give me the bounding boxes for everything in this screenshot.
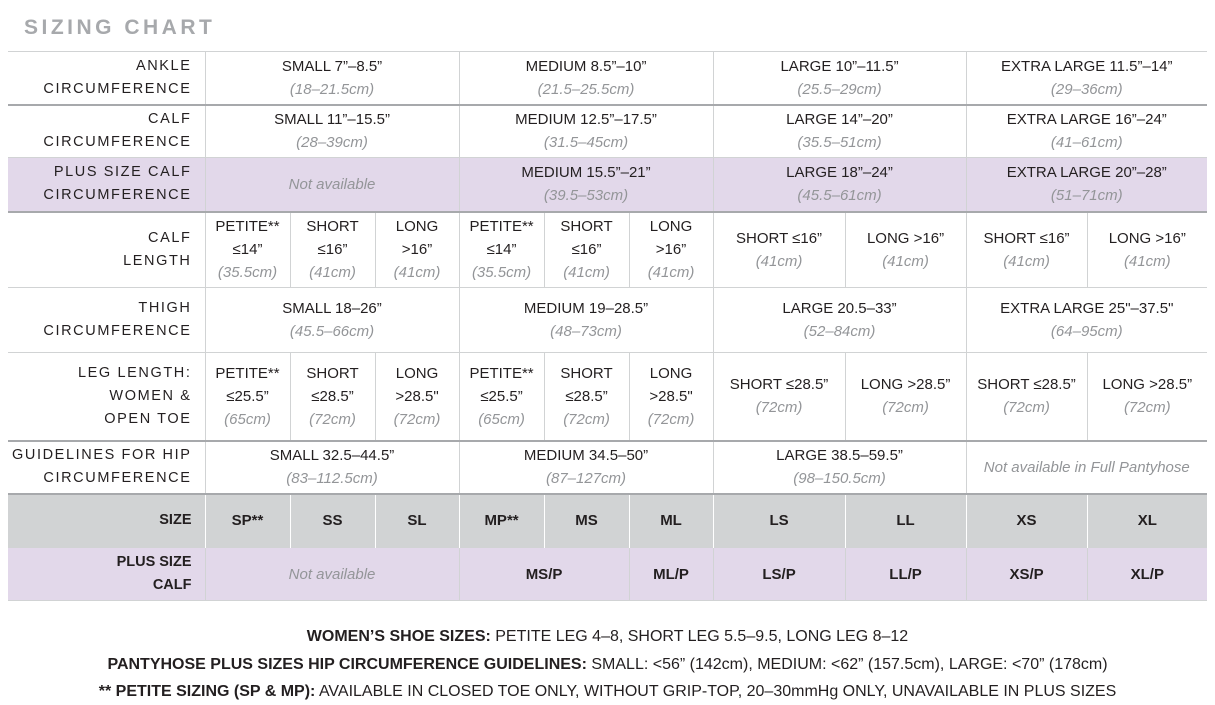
- row-calf-length: [8, 212, 1207, 288]
- cell-medium: MEDIUM 8.5”–10” (21.5–25.5cm): [459, 52, 713, 105]
- note-label: PANTYHOSE PLUS SIZES HIP CIRCUMFERENCE GUIDELINES:: [107, 656, 587, 673]
- note-label: ** PETITE SIZING (SP & MP):: [98, 683, 316, 700]
- cell-medium: MEDIUM 15.5”–21” (39.5–53cm): [459, 158, 713, 212]
- cell-short: SHORT ≤16” (41cm): [966, 212, 1087, 288]
- size-code: ML/P: [629, 548, 713, 601]
- size-code: MP**: [459, 494, 544, 548]
- cell-large: LARGE 14”–20” (35.5–51cm): [713, 105, 966, 158]
- row-label: PLUS SIZE CALF: [8, 548, 205, 601]
- row-ankle-circumference: [8, 52, 1207, 105]
- size-code: XL: [1087, 494, 1207, 548]
- size-code: SP**: [205, 494, 290, 548]
- cell-large: LARGE 38.5–59.5” (98–150.5cm): [713, 441, 966, 494]
- size-code: SL: [375, 494, 459, 548]
- cell-long: LONG >16” (41cm): [375, 212, 459, 288]
- petite-sizing-note: [0, 683, 1215, 701]
- size-code: LS: [713, 494, 845, 548]
- cell-small: SMALL 7”–8.5” (18–21.5cm): [205, 52, 459, 105]
- cell-short: SHORT ≤16” (41cm): [290, 212, 375, 288]
- shoe-sizes-note: [0, 628, 1215, 646]
- row-label: SIZE: [8, 494, 205, 548]
- cell-long: LONG >28.5” (72cm): [1087, 353, 1207, 441]
- plus-hip-guidelines-note: [0, 656, 1215, 674]
- cell-small: SMALL 18–26” (45.5–66cm): [205, 288, 459, 353]
- cell-extra-large: EXTRA LARGE 16”–24” (41–61cm): [966, 105, 1207, 158]
- cell-extra-large: EXTRA LARGE 20”–28” (51–71cm): [966, 158, 1207, 212]
- row-leg-length: [8, 353, 1207, 441]
- size-code: XL/P: [1087, 548, 1207, 601]
- note-label: WOMEN’S SHOE SIZES:: [306, 628, 491, 645]
- row-label: THIGH CIRCUMFERENCE: [8, 288, 205, 353]
- row-thigh-circumference: [8, 288, 1207, 353]
- size-code: LS/P: [713, 548, 845, 601]
- size-code: XS: [966, 494, 1087, 548]
- row-hip-circumference: [8, 441, 1207, 494]
- cell-petite: PETITE** ≤14” (35.5cm): [205, 212, 290, 288]
- cell-petite: PETITE** ≤25.5” (65cm): [459, 353, 544, 441]
- row-label: CALF LENGTH: [8, 212, 205, 288]
- size-code: ML: [629, 494, 713, 548]
- sizing-table: [8, 51, 1207, 601]
- note-text: PETITE LEG 4–8, SHORT LEG 5.5–9.5, LONG LEG 8–12: [490, 628, 909, 645]
- cell-not-available: Not available in Full Pantyhose: [966, 441, 1207, 494]
- cell-long: LONG >28.5” (72cm): [845, 353, 966, 441]
- cell-short: SHORT ≤16” (41cm): [713, 212, 845, 288]
- cell-long: LONG >28.5" (72cm): [629, 353, 713, 441]
- cell-medium: MEDIUM 34.5–50” (87–127cm): [459, 441, 713, 494]
- row-plus-size-calf-circumference: [8, 158, 1207, 212]
- note-text: SMALL: <56” (142cm), MEDIUM: <62” (157.5cm), LARGE: <70” (178cm): [586, 656, 1108, 673]
- cell-extra-large: EXTRA LARGE 11.5”–14” (29–36cm): [966, 52, 1207, 105]
- cell-short: SHORT ≤28.5” (72cm): [290, 353, 375, 441]
- size-code: LL/P: [845, 548, 966, 601]
- cell-small: SMALL 11”–15.5” (28–39cm): [205, 105, 459, 158]
- cell-long: LONG >16” (41cm): [629, 212, 713, 288]
- cell-extra-large: EXTRA LARGE 25"–37.5" (64–95cm): [966, 288, 1207, 353]
- cell-large: LARGE 10”–11.5” (25.5–29cm): [713, 52, 966, 105]
- row-calf-circumference: [8, 105, 1207, 158]
- cell-medium: MEDIUM 19–28.5” (48–73cm): [459, 288, 713, 353]
- cell-petite: PETITE** ≤14” (35.5cm): [459, 212, 544, 288]
- size-code: MS: [544, 494, 629, 548]
- note-text: AVAILABLE IN CLOSED TOE ONLY, WITHOUT GRIP-TOP, 20–30mmHg ONLY, UNAVAILABLE IN PLUS SIZES: [315, 683, 1117, 700]
- page-title: SIZING CHART: [24, 16, 216, 39]
- cell-short: SHORT ≤28.5” (72cm): [966, 353, 1087, 441]
- cell-petite: PETITE** ≤25.5” (65cm): [205, 353, 290, 441]
- size-code: XS/P: [966, 548, 1087, 601]
- row-label: GUIDELINES FOR HIP CIRCUMFERENCE: [8, 441, 205, 494]
- cell-long: LONG >16” (41cm): [1087, 212, 1207, 288]
- cell-small: SMALL 32.5–44.5” (83–112.5cm): [205, 441, 459, 494]
- cell-medium: MEDIUM 12.5”–17.5” (31.5–45cm): [459, 105, 713, 158]
- cell-long: LONG >28.5" (72cm): [375, 353, 459, 441]
- size-code: LL: [845, 494, 966, 548]
- cell-large: LARGE 18”–24” (45.5–61cm): [713, 158, 966, 212]
- cell-short: SHORT ≤28.5” (72cm): [544, 353, 629, 441]
- cell-short: SHORT ≤28.5” (72cm): [713, 353, 845, 441]
- cell-not-available: Not available: [205, 548, 459, 601]
- row-label: CALF CIRCUMFERENCE: [8, 105, 205, 158]
- row-label: ANKLE CIRCUMFERENCE: [8, 52, 205, 105]
- size-code: MS/P: [459, 548, 629, 601]
- cell-short: SHORT ≤16” (41cm): [544, 212, 629, 288]
- row-label: PLUS SIZE CALF CIRCUMFERENCE: [8, 158, 205, 212]
- row-size-codes: [8, 494, 1207, 548]
- cell-large: LARGE 20.5–33” (52–84cm): [713, 288, 966, 353]
- cell-long: LONG >16” (41cm): [845, 212, 966, 288]
- row-label: LEG LENGTH: WOMEN & OPEN TOE: [8, 353, 205, 441]
- size-code: SS: [290, 494, 375, 548]
- cell-not-available: Not available: [205, 158, 459, 212]
- row-plus-size-calf-codes: [8, 548, 1207, 601]
